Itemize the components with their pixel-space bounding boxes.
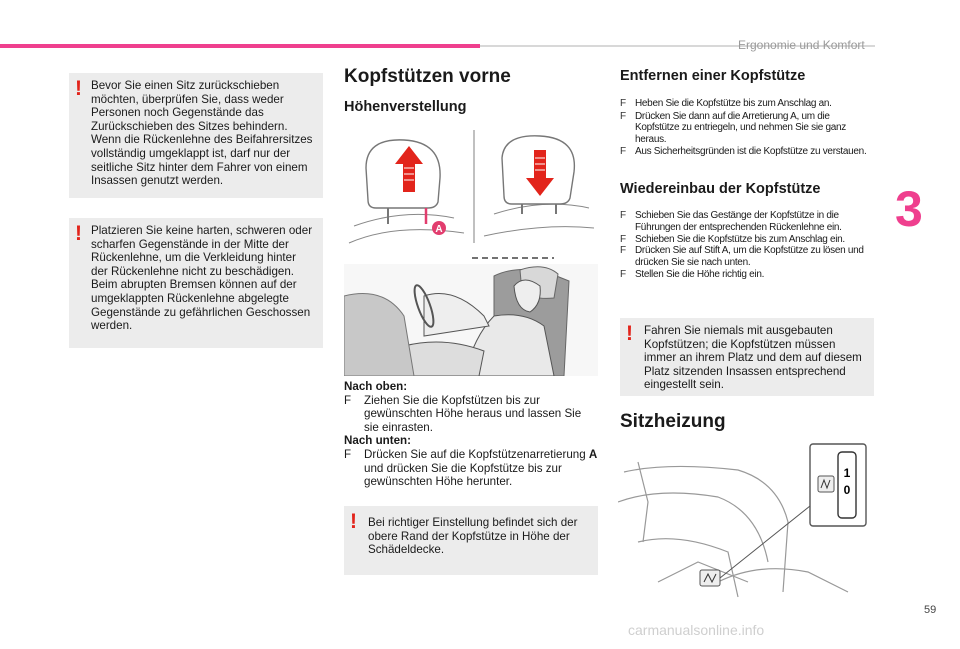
section-title: Ergonomie und Komfort [738, 38, 865, 52]
dial-label-0: 0 [843, 483, 851, 497]
headrests-title: Kopfstützen vorne [344, 66, 511, 87]
warning-icon: ! [350, 510, 357, 533]
page-number: 59 [924, 604, 937, 616]
list-item-text: Heben Sie die Kopfstütze bis zum Anschlag an. [635, 98, 832, 109]
bullet-marker: F [620, 146, 626, 157]
up-instruction [344, 394, 598, 435]
bullet-marker: F [620, 98, 626, 109]
remove-steps [620, 98, 875, 159]
refit-title: Wiedereinbau der Kopfstütze [620, 181, 821, 197]
up-text: Ziehen Sie die Kopfstützen bis zur gewünschten Höhe heraus und lassen Sie sie einrasten. [364, 393, 582, 434]
dial-label-1: 1 [843, 466, 851, 480]
list-item-text: Schieben Sie die Kopfstütze bis zum Anschlag ein. [635, 233, 845, 245]
seat-heating-illustration [618, 442, 874, 602]
bullet-marker: F [344, 447, 352, 461]
bullet-marker: F [620, 233, 626, 245]
down-label: Nach unten: [344, 434, 411, 448]
warning-icon: ! [75, 222, 82, 245]
list-item [620, 111, 875, 146]
label-a: A [435, 224, 443, 235]
list-item-text: Drücken Sie auf Stift A, um die Kopfstütze zu lösen und drücken Sie sie nach unten. [635, 245, 864, 269]
bullet-marker: F [344, 393, 352, 407]
list-item-text: Aus Sicherheitsgründen ist die Kopfstütze zu verstauen. [635, 146, 867, 157]
driver-seat-illustration [344, 256, 598, 376]
warning-text: Bei richtiger Einstellung befindet sich der obere Rand der Kopfstütze in Höhe der Schädeldecke. [368, 516, 578, 557]
list-item-text: Schieben Sie das Gestänge der Kopfstütze in die Führungen der entsprechenden Rückenlehne ein. [635, 210, 842, 233]
warning-box-rear-seat [69, 73, 323, 198]
down-instruction [344, 448, 598, 489]
bullet-marker: F [620, 210, 626, 221]
list-item [620, 210, 875, 234]
warning-text: Fahren Sie niemals mit ausgebauten Kopfstützen; die Kopfstützen müssen immer an ihrem Platz und dem auf diesem Platz sitzenden Insassen entsprechend eingestellt sein. [644, 324, 862, 392]
watermark: carmanualsonline.info [628, 622, 765, 638]
height-instructions [344, 380, 598, 489]
headrest-illustration [344, 128, 594, 258]
list-item [620, 245, 875, 269]
refit-steps [620, 210, 875, 281]
list-item-text: Drücken Sie dann auf die Arretierung A, um die Kopfstütze zu entriegeln, und nehmen Sie sie ganz heraus. [635, 110, 847, 145]
warning-icon: ! [75, 77, 82, 100]
warning-icon: ! [626, 322, 633, 345]
down-text-a: A [588, 447, 598, 461]
down-text-post: und drücken Sie die Kopfstütze bis zur gewünschten Höhe herunter. [364, 461, 562, 489]
warning-box-hard-objects [69, 218, 323, 348]
warning-box-never-without [620, 318, 874, 396]
list-item [620, 146, 875, 158]
list-item [620, 269, 875, 281]
warning-text: Platzieren Sie keine harten, schweren oder scharfen Gegenstände in der Mitte der Rückenlehne, um die Verkleidung hinter der Rückenlehne nicht zu beschädigen. Beim abrupten Bremsen können auf der umgeklappten Rückenlehne abgelegte Gegenstände zu gefährlichen Geschossen werden. [91, 224, 313, 333]
chapter-number: 3 [895, 181, 923, 237]
warning-text: Bevor Sie einen Sitz zurückschieben möchten, überprüfen Sie, dass weder Personen noch Gegenstände das Zurückschieben des Sitzes behindern. Wenn die Rückenlehne des Beifahrersitzes vollständig umgeklappt ist, darf nur der seitliche Sitz hinter dem Fahrer von einem Insassen genutzt werden. [91, 79, 313, 188]
seat-heating-title: Sitzheizung [620, 411, 726, 432]
bullet-marker: F [620, 110, 626, 122]
list-item [620, 234, 875, 246]
up-label: Nach oben: [344, 380, 408, 393]
bullet-marker: F [620, 245, 626, 257]
list-item-text: Stellen Sie die Höhe richtig ein. [635, 268, 765, 280]
warning-box-correct-setting [344, 506, 598, 575]
list-item [620, 98, 875, 110]
height-adjust-title: Höhenverstellung [344, 99, 467, 115]
remove-title: Entfernen einer Kopfstütze [620, 68, 806, 84]
bullet-marker: F [620, 268, 626, 280]
down-text-pre: Drücken Sie auf die Kopfstützenarretierung [364, 447, 589, 461]
header-accent-bar [0, 44, 480, 48]
